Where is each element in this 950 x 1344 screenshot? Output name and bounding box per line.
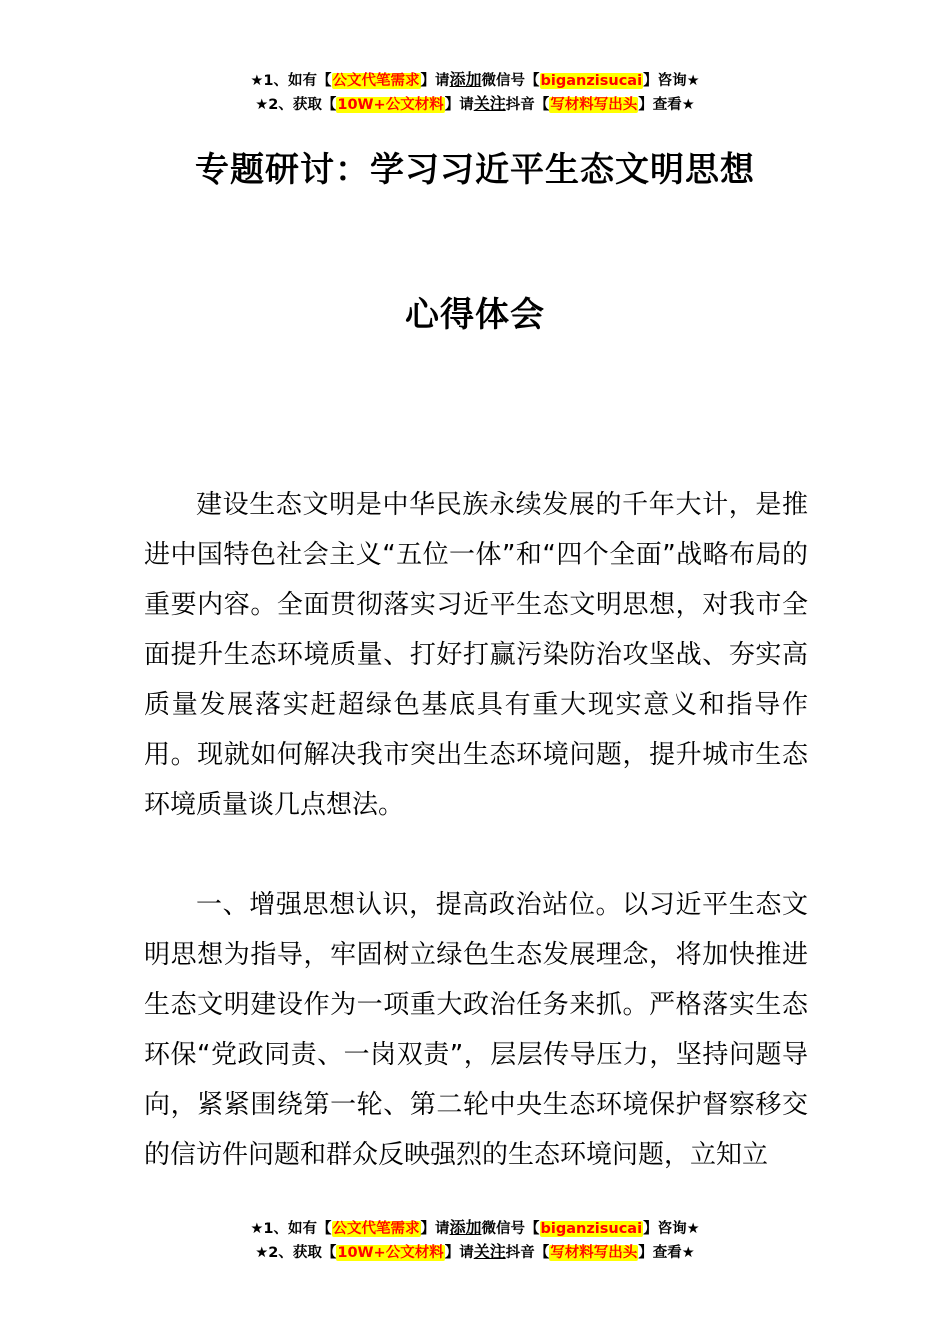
banner-line-1: ★1、如有【公文代笔需求】请添加微信号【biganzisucai】咨询★ bbox=[250, 1218, 700, 1237]
banner-line-2: ★2、获取【10W+公文材料】请关注抖音【写材料写出头】查看★ bbox=[255, 1242, 695, 1261]
highlight-materials: 10W+公文材料 bbox=[337, 1245, 444, 1261]
highlight-douyin-account: 写材料写出头 bbox=[550, 1245, 638, 1261]
body-paragraph-2: 一、增强思想认识，提高政治站位。以习近平生态文明思想为指导，牢固树立绿色生态发展理念，将加快推进生态文明建设作为一项重大政治任务来抓。严格落实生态环保“党政同责、一岗双责”，层层传导压力，坚持问题导向，紧紧围绕第一轮、第二轮中央生态环境保护督察移交的信访件问题和群众反映强烈的生态环境问题，立知立 bbox=[144, 890, 808, 1170]
header-banner bbox=[0, 68, 950, 116]
highlight-douyin-account: 写材料写出头 bbox=[550, 97, 638, 113]
document-title-line-2: 心得体会 bbox=[405, 295, 545, 335]
body-paragraph-1: 建设生态文明是中华民族永续发展的千年大计，是推进中国特色社会主义“五位一体”和“四个全面”战略布局的重要内容。全面贯彻落实习近平生态文明思想，对我市全面提升生态环境质量、打好打赢污染防治攻坚战、夯实高质量发展落实赶超绿色基底具有重大现实意义和指导作用。现就如何解决我市突出生态环境问题，提升城市生态环境质量谈几点想法。 bbox=[144, 490, 808, 820]
banner-line-2: ★2、获取【10W+公文材料】请关注抖音【写材料写出头】查看★ bbox=[255, 94, 695, 113]
highlight-materials: 10W+公文材料 bbox=[337, 97, 444, 113]
document-title-line-1: 专题研讨：学习习近平生态文明思想 bbox=[195, 150, 755, 190]
footer-banner bbox=[0, 1216, 950, 1264]
highlight-service: 公文代笔需求 bbox=[332, 1221, 420, 1237]
highlight-wechat-id: biganzisucai bbox=[540, 1221, 643, 1237]
highlight-service: 公文代笔需求 bbox=[332, 73, 420, 89]
banner-line-1: ★1、如有【公文代笔需求】请添加微信号【biganzisucai】咨询★ bbox=[250, 70, 700, 89]
highlight-wechat-id: biganzisucai bbox=[540, 73, 643, 89]
